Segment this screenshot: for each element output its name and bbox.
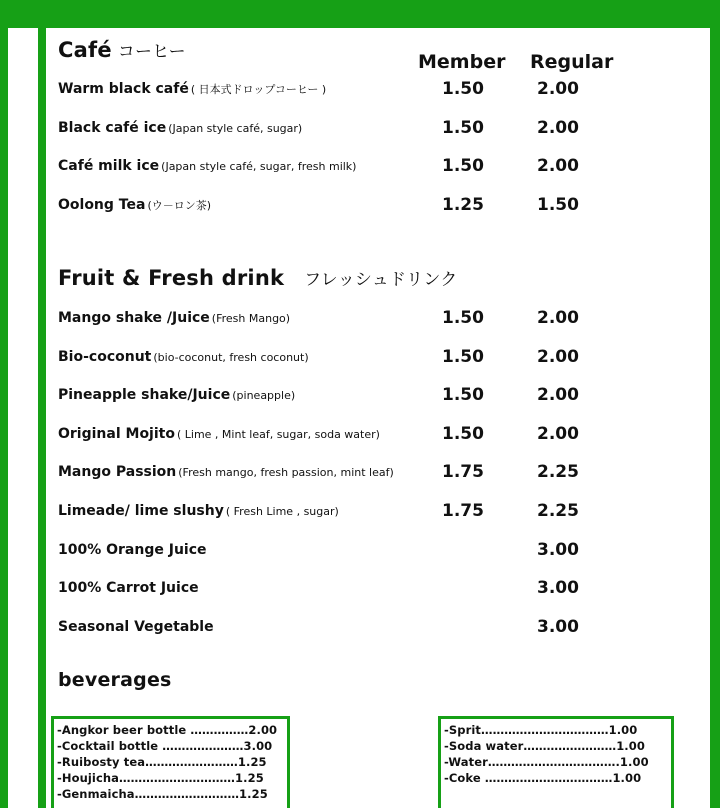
beverage-line: -Ruibosty tea……………………1.25 xyxy=(57,755,267,769)
regular-price: 3.00 xyxy=(537,578,579,599)
item-name-text: Mango Passion xyxy=(58,464,177,481)
menu-item-name xyxy=(58,542,207,558)
left-margin-strip xyxy=(8,28,38,808)
item-name-text: 100% Orange Juice xyxy=(58,541,207,558)
beverages-section-title: beverages xyxy=(58,669,172,691)
regular-price: 2.00 xyxy=(537,156,579,176)
member-price: 1.50 xyxy=(442,308,484,328)
menu-item-name xyxy=(58,387,295,403)
item-name-text: Limeade/ lime slushy xyxy=(58,503,224,519)
item-description: (Japan style café, sugar, fresh milk) xyxy=(161,160,357,173)
item-name-text: 100% Carrot Juice xyxy=(58,580,199,597)
member-price: 1.75 xyxy=(442,501,484,521)
member-price: 1.50 xyxy=(442,79,484,99)
member-price: 1.75 xyxy=(442,462,484,483)
fruit-title-text: Fruit & Fresh drink xyxy=(58,266,285,290)
item-name-text: Bio-coconut xyxy=(58,348,152,365)
item-name-text: Warm black café xyxy=(58,81,189,97)
menu-item-name xyxy=(58,310,290,326)
member-price: 1.50 xyxy=(442,156,484,176)
item-description: (Japan style café, sugar) xyxy=(168,121,303,135)
cafe-title-jp: コーヒー xyxy=(117,42,186,62)
beverage-line: -Genmaicha………………………1.25 xyxy=(57,787,268,801)
regular-price: 3.00 xyxy=(537,616,579,637)
item-description: (pineapple) xyxy=(232,389,296,403)
member-price: 1.50 xyxy=(442,117,484,138)
beverage-line: -Cocktail bottle …………………3.00 xyxy=(57,739,273,753)
regular-price: 2.00 xyxy=(537,308,579,328)
regular-column-header: Regular xyxy=(530,51,614,73)
member-column-header: Member xyxy=(418,51,506,73)
item-name-text: Black café ice xyxy=(58,119,167,136)
beverage-line: -Houjicha…………………………1.25 xyxy=(57,771,264,785)
fruit-section-title xyxy=(58,265,457,290)
regular-price: 3.00 xyxy=(537,539,579,560)
top-frame-band xyxy=(0,0,720,28)
item-name-text: Original Mojito xyxy=(58,425,175,442)
menu-page xyxy=(46,28,710,808)
beverage-line: -Water…………………………….1.00 xyxy=(444,755,649,769)
menu-item-name xyxy=(58,503,339,519)
menu-item-name xyxy=(58,426,380,442)
member-price: 1.25 xyxy=(442,194,484,215)
regular-price: 2.00 xyxy=(537,117,579,138)
item-description: ( 日本式ドロップコーヒー ) xyxy=(190,83,327,96)
menu-item-name xyxy=(58,197,211,213)
item-description: (ウ－ロン茶) xyxy=(147,198,212,212)
beverage-line: -Coke ……………………………1.00 xyxy=(444,771,642,785)
item-description: ( Lime , Mint leaf, sugar, soda water) xyxy=(176,427,380,441)
fruit-title-jp: フレッシュドリンク xyxy=(304,270,458,290)
menu-item-name xyxy=(58,349,309,365)
cafe-section-title xyxy=(58,37,186,62)
item-name-text: Café milk ice xyxy=(58,158,160,174)
menu-item-name xyxy=(58,619,214,635)
member-price: 1.50 xyxy=(442,385,484,406)
item-description: (Fresh Mango) xyxy=(211,312,291,325)
item-description: ( Fresh Lime , sugar) xyxy=(225,505,339,518)
member-price: 1.50 xyxy=(442,346,484,367)
regular-price: 2.00 xyxy=(537,385,579,406)
menu-item-name xyxy=(58,580,199,596)
regular-price: 2.25 xyxy=(537,501,579,521)
regular-price: 1.50 xyxy=(537,194,579,215)
regular-price: 2.00 xyxy=(537,346,579,367)
beverage-line: -Soda water……………………1.00 xyxy=(444,739,645,753)
cafe-title-text: Café xyxy=(58,38,112,62)
regular-price: 2.25 xyxy=(537,462,579,483)
member-price: 1.50 xyxy=(442,423,484,444)
beverage-line: -Sprit……………………………1.00 xyxy=(444,723,638,737)
beverage-line: -Angkor beer bottle ……………2.00 xyxy=(57,723,278,737)
menu-item-name xyxy=(58,81,326,97)
item-description: (Fresh mango, fresh passion, mint leaf) xyxy=(178,466,394,480)
menu-item-name xyxy=(58,158,356,174)
beverages-left-box xyxy=(51,716,290,808)
regular-price: 2.00 xyxy=(537,423,579,444)
item-name-text: Pineapple shake/Juice xyxy=(58,387,231,404)
beverages-right-box xyxy=(438,716,674,808)
regular-price: 2.00 xyxy=(537,79,579,99)
item-name-text: Mango shake /Juice xyxy=(58,310,210,326)
item-name-text: Oolong Tea xyxy=(58,196,146,213)
item-description: (bio-coconut, fresh coconut) xyxy=(153,350,309,364)
menu-item-name xyxy=(58,120,302,136)
item-name-text: Seasonal Vegetable xyxy=(58,618,214,635)
menu-item-name xyxy=(58,464,394,480)
